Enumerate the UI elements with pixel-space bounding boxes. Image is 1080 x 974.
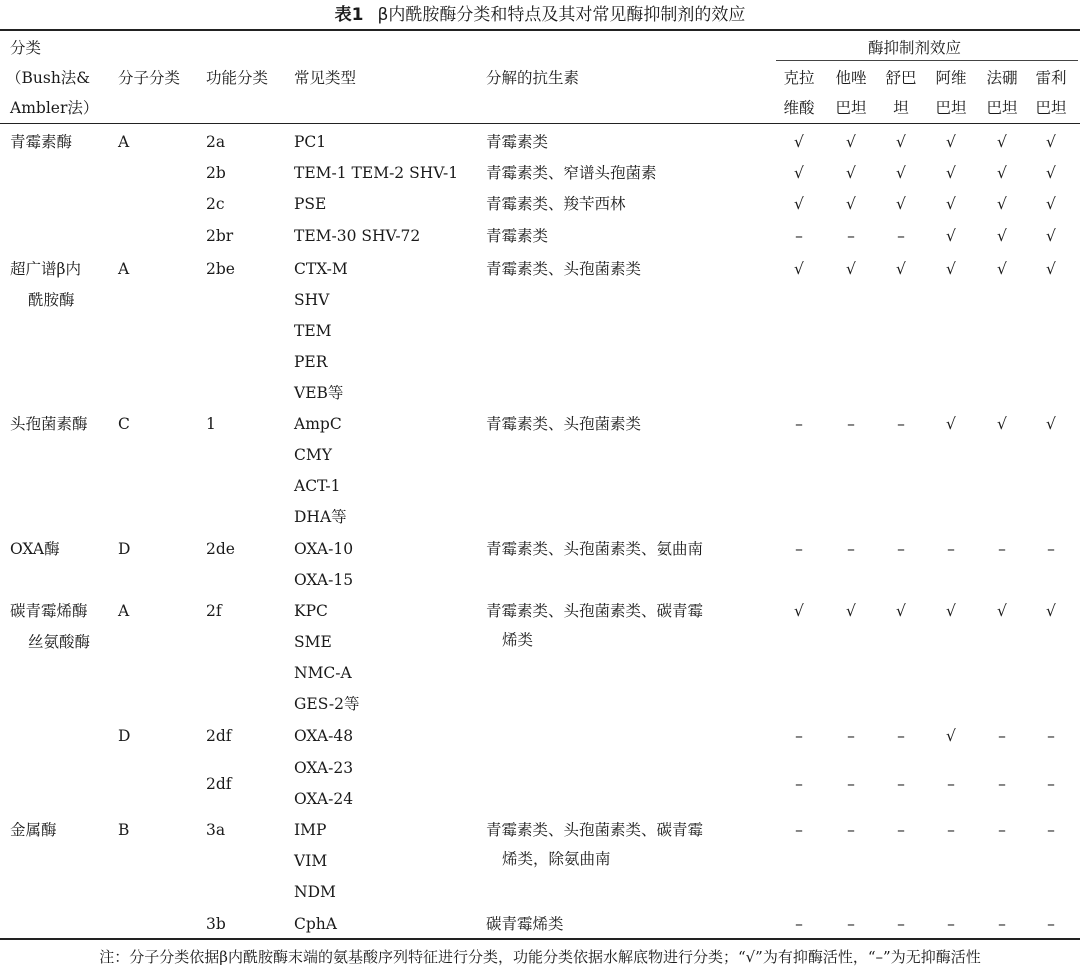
effect-symbol: – [947, 540, 955, 558]
type-cell: OXA-48 [294, 727, 354, 745]
type-cell: SME [294, 633, 332, 651]
antibiotic-cell: 烯类 [502, 631, 534, 649]
type-cell: OXA-23 [294, 759, 354, 777]
effect-symbol: – [795, 227, 803, 245]
effect-symbol: √ [997, 133, 1007, 151]
type-cell: OXA-10 [294, 540, 354, 558]
effect-symbol: – [947, 915, 955, 933]
caption-label: 表1 [334, 5, 364, 25]
effect-symbol: √ [946, 164, 956, 182]
effect-symbol: √ [794, 133, 804, 151]
class-cell: 酰胺酶 [28, 291, 75, 309]
effect-symbol: – [1047, 540, 1055, 558]
inhibitor-header-line1: 法硼 [986, 69, 1018, 87]
effect-symbol: √ [946, 195, 956, 213]
type-cell: IMP [294, 821, 327, 839]
effect-symbol: – [847, 775, 855, 793]
type-cell: VEB等 [294, 384, 344, 402]
effect-symbol: √ [846, 260, 856, 278]
effect-symbol: √ [794, 602, 804, 620]
effect-symbol: – [998, 727, 1006, 745]
effect-symbol: √ [997, 415, 1007, 433]
effect-symbol: √ [997, 164, 1007, 182]
effect-symbol: √ [794, 260, 804, 278]
molecular-cell: D [118, 727, 131, 745]
effect-symbol: – [795, 915, 803, 933]
antibiotic-cell: 烯类，除氨曲南 [502, 850, 611, 868]
class-cell: 青霉素酶 [10, 133, 73, 151]
class-cell: 金属酶 [10, 821, 57, 839]
effect-symbol: – [897, 227, 905, 245]
effect-symbol: – [897, 727, 905, 745]
header-types: 常见类型 [294, 69, 357, 87]
antibiotic-cell: 青霉素类、头孢菌素类 [486, 260, 642, 278]
functional-cell: 3a [206, 821, 226, 839]
effect-symbol: √ [896, 133, 906, 151]
antibiotic-cell: 青霉素类、头孢菌素类 [486, 415, 642, 433]
effect-symbol: √ [896, 260, 906, 278]
functional-cell: 2de [206, 540, 235, 558]
molecular-cell: A [118, 133, 130, 151]
effect-symbol: – [1047, 775, 1055, 793]
functional-cell: 2c [206, 195, 225, 213]
type-cell: NDM [294, 883, 336, 901]
antibiotic-cell: 青霉素类、头孢菌素类、碳青霉 [486, 821, 704, 839]
functional-cell: 2f [206, 602, 222, 620]
antibiotic-cell: 青霉素类 [486, 227, 549, 245]
type-cell: PC1 [294, 133, 327, 151]
class-cell: 丝氨酸酶 [28, 633, 91, 651]
molecular-cell: A [118, 260, 130, 278]
effect-symbol: √ [997, 602, 1007, 620]
effect-symbol: – [897, 540, 905, 558]
effect-symbol: √ [794, 164, 804, 182]
effect-symbol: √ [846, 602, 856, 620]
type-cell: VIM [294, 852, 328, 870]
header-inhibitor-group: 酶抑制剂效应 [868, 39, 962, 57]
class-cell: 碳青霉烯酶 [10, 602, 88, 620]
effect-symbol: – [1047, 727, 1055, 745]
inhibitor-header-line1: 雷利 [1035, 69, 1067, 87]
antibiotic-cell: 青霉素类、头孢菌素类、氨曲南 [486, 540, 704, 558]
effect-symbol: √ [896, 195, 906, 213]
effect-symbol: √ [846, 133, 856, 151]
functional-cell: 2br [206, 227, 234, 245]
effect-symbol: – [998, 821, 1006, 839]
class-cell: OXA酶 [10, 540, 60, 558]
type-cell: NMC-A [294, 664, 352, 682]
effect-symbol: – [795, 775, 803, 793]
effect-symbol: √ [1046, 602, 1056, 620]
effect-symbol: – [847, 227, 855, 245]
effect-symbol: – [897, 821, 905, 839]
effect-symbol: – [998, 775, 1006, 793]
header-molecular: 分子分类 [118, 69, 181, 87]
functional-cell: 2df [206, 775, 232, 793]
header-functional: 功能分类 [206, 69, 269, 87]
type-cell: CTX-M [294, 260, 348, 278]
functional-cell: 3b [206, 915, 226, 933]
antibiotic-cell: 青霉素类、窄谱头孢菌素 [486, 164, 657, 182]
effect-symbol: – [847, 415, 855, 433]
class-cell: 头孢菌素酶 [10, 415, 88, 433]
top-rule [0, 29, 1080, 31]
effect-symbol: √ [946, 227, 956, 245]
antibiotic-cell: 青霉素类 [486, 133, 549, 151]
effect-symbol: – [1047, 915, 1055, 933]
inhibitor-header-line2: 坦 [893, 99, 909, 117]
effect-symbol: – [847, 727, 855, 745]
effect-symbol: √ [1046, 415, 1056, 433]
type-cell: TEM-30 SHV-72 [294, 227, 421, 245]
effect-symbol: √ [997, 227, 1007, 245]
effect-symbol: √ [846, 195, 856, 213]
header-class-line2: （Bush法& [6, 69, 91, 87]
header-class-line1: 分类 [10, 39, 42, 57]
effect-symbol: √ [997, 195, 1007, 213]
antibiotic-cell: 青霉素类、头孢菌素类、碳青霉 [486, 602, 704, 620]
effect-symbol: √ [1046, 195, 1056, 213]
effect-symbol: – [795, 540, 803, 558]
type-cell: OXA-24 [294, 790, 354, 808]
inhibitor-header-line2: 巴坦 [986, 99, 1018, 117]
effect-symbol: – [897, 415, 905, 433]
effect-symbol: √ [794, 195, 804, 213]
molecular-cell: C [118, 415, 130, 433]
type-cell: DHA等 [294, 508, 347, 526]
effect-symbol: √ [946, 602, 956, 620]
inhibitor-header-line1: 他唑 [835, 69, 867, 87]
type-cell: CphA [294, 915, 337, 933]
type-cell: ACT-1 [294, 477, 341, 495]
effect-symbol: – [1047, 821, 1055, 839]
type-cell: CMY [294, 446, 332, 464]
bottom-rule [0, 938, 1080, 940]
effect-symbol: – [947, 775, 955, 793]
functional-cell: 2be [206, 260, 235, 278]
effect-symbol: – [847, 821, 855, 839]
effect-symbol: √ [1046, 260, 1056, 278]
functional-cell: 2a [206, 133, 226, 151]
effect-symbol: – [795, 727, 803, 745]
type-cell: TEM [294, 322, 332, 340]
functional-cell: 1 [206, 415, 216, 433]
header-antibiotics: 分解的抗生素 [486, 69, 580, 87]
inhibitor-header-line1: 克拉 [783, 69, 815, 87]
effect-symbol: – [795, 415, 803, 433]
effect-symbol: √ [1046, 164, 1056, 182]
effect-symbol: – [998, 540, 1006, 558]
molecular-cell: A [118, 602, 130, 620]
inhibitor-group-rule [776, 60, 1078, 61]
caption-title: β内酰胺酶分类和特点及其对常见酶抑制剂的效应 [377, 5, 746, 25]
effect-symbol: – [998, 915, 1006, 933]
effect-symbol: √ [946, 133, 956, 151]
type-cell: OXA-15 [294, 571, 354, 589]
inhibitor-header-line2: 巴坦 [835, 99, 867, 117]
inhibitor-header-line2: 维酸 [783, 99, 815, 117]
effect-symbol: – [847, 540, 855, 558]
inhibitor-header-line1: 阿维 [935, 69, 967, 87]
molecular-cell: B [118, 821, 130, 839]
effect-symbol: – [897, 915, 905, 933]
effect-symbol: √ [896, 602, 906, 620]
type-cell: AmpC [294, 415, 342, 433]
functional-cell: 2df [206, 727, 232, 745]
effect-symbol: √ [1046, 133, 1056, 151]
table-note: 注：分子分类依据β内酰胺酶末端的氨基酸序列特征进行分类，功能分类依据水解底物进行分类；“√”为有抑酶活性，“–”为无抑酶活性 [99, 948, 981, 966]
inhibitor-header-line2: 巴坦 [935, 99, 967, 117]
effect-symbol: – [847, 915, 855, 933]
molecular-cell: D [118, 540, 131, 558]
functional-cell: 2b [206, 164, 226, 182]
header-class-line3: Ambler法） [10, 99, 99, 117]
type-cell: SHV [294, 291, 330, 309]
table-caption [0, 0, 1080, 30]
effect-symbol: √ [946, 727, 956, 745]
type-cell: PER [294, 353, 328, 371]
inhibitor-header-line1: 舒巴 [885, 69, 917, 87]
class-cell: 超广谱β内 [10, 260, 81, 278]
effect-symbol: – [947, 821, 955, 839]
type-cell: GES-2等 [294, 695, 360, 713]
effect-symbol: √ [846, 164, 856, 182]
effect-symbol: √ [946, 260, 956, 278]
antibiotic-cell: 青霉素类、羧苄西林 [486, 195, 626, 213]
type-cell: TEM-1 TEM-2 SHV-1 [294, 164, 459, 182]
effect-symbol: √ [1046, 227, 1056, 245]
type-cell: PSE [294, 195, 327, 213]
inhibitor-header-line2: 巴坦 [1035, 99, 1067, 117]
effect-symbol: √ [946, 415, 956, 433]
effect-symbol: √ [997, 260, 1007, 278]
effect-symbol: – [897, 775, 905, 793]
antibiotic-cell: 碳青霉烯类 [486, 915, 564, 933]
effect-symbol: – [795, 821, 803, 839]
header-rule [0, 123, 1080, 124]
effect-symbol: √ [896, 164, 906, 182]
type-cell: KPC [294, 602, 328, 620]
